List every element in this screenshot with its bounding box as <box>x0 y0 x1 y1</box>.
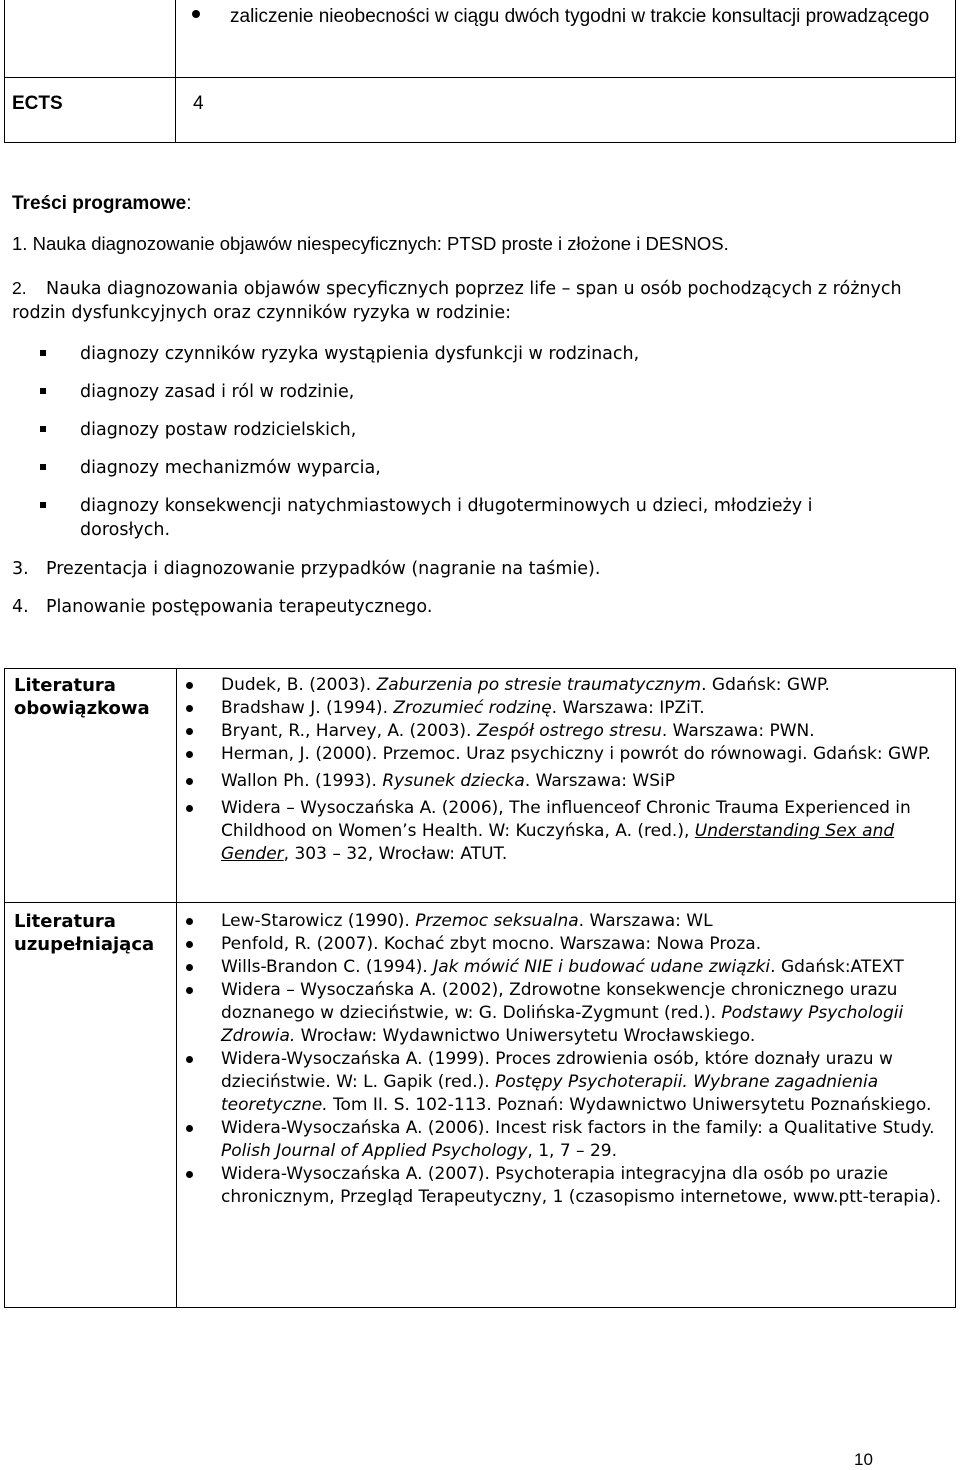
square-bullet-icon <box>40 426 46 432</box>
ects-label: ECTS <box>12 93 63 114</box>
program-item-text: Prezentacja i diagnozowanie przypadków (nagranie na taśmie). <box>46 559 601 579</box>
list-item: Penfold, R. (2007). Kochać zbyt mocno. Warszawa: Nowa Proza. <box>180 933 950 956</box>
subitem-text: diagnozy mechanizmów wyparcia, <box>80 458 381 478</box>
program-item-1 <box>12 232 729 255</box>
program-item-num: 4. <box>12 597 29 617</box>
top-table-bottom-line <box>4 142 956 143</box>
list-item: Bradshaw J. (1994). Zrozumieć rodzinę. Warszawa: IPZiT. <box>180 697 950 720</box>
program-item-text: Nauka diagnozowania objawów specyficznych poprzez life – span u osób pochodzących z różnych rodzin dysfunkcyjnych oraz czynników ryzyka w rodzinie: <box>12 279 902 323</box>
list-item: Widera-Wysoczańska A. (2007). Psychoterapia integracyjna dla osób po urazie chronicznym, Przegląd Terapeutyczny, 1 (czasopismo internetowe, www.ptt-terapia). <box>180 1163 950 1209</box>
program-item-num: 3. <box>12 559 29 579</box>
lit-table-bottom <box>4 1307 956 1308</box>
top-table-left-border <box>4 0 5 143</box>
lit-table-middle <box>4 902 956 903</box>
program-item-2 <box>12 276 912 325</box>
list-item: Widera-Wysoczańska A. (2006). Incest risk factors in the family: a Qualitative Study. Polish Journal of Applied Psychology, 1, 7 – 29. <box>180 1117 950 1163</box>
top-bullet-text: zaliczenie nieobecności w ciągu dwóch tygodni w trakcie konsultacji prowadzącego <box>230 6 930 27</box>
subitem-text: diagnozy konsekwencji natychmiastowych i długoterminowych u dzieci, młodzieży i dorosłych. <box>80 496 813 540</box>
program-heading-colon: : <box>186 193 192 214</box>
mandatory-list <box>180 674 950 866</box>
lit-table-top <box>4 668 956 669</box>
supplementary-label-line1: Literatura <box>14 911 116 932</box>
program-heading-text: Treści programowe <box>12 193 187 214</box>
top-table-row-line <box>4 77 956 78</box>
lit-table-divider <box>176 668 177 1308</box>
program-item-text: Planowanie postępowania terapeutycznego. <box>46 597 433 617</box>
square-bullet-icon <box>40 388 46 394</box>
square-bullet-icon <box>40 350 46 356</box>
subitem-text: diagnozy czynników ryzyka wystąpienia dysfunkcji w rodzinach, <box>80 344 640 364</box>
subitem-1 <box>40 342 890 366</box>
list-item: Bryant, R., Harvey, A. (2003). Zespół ostrego stresu. Warszawa: PWN. <box>180 720 950 743</box>
list-item: Wallon Ph. (1993). Rysunek dziecka. Warszawa: WSiP <box>180 770 950 793</box>
subitem-4 <box>40 456 890 480</box>
mandatory-label-line1: Literatura <box>14 675 116 696</box>
subitem-5 <box>40 494 890 542</box>
square-bullet-icon <box>40 502 46 508</box>
list-item: Herman, J. (2000). Przemoc. Uraz psychiczny i powrót do równowagi. Gdańsk: GWP. <box>180 743 950 766</box>
ects-value: 4 <box>193 93 204 114</box>
subitem-2 <box>40 380 890 404</box>
mandatory-label <box>14 674 150 720</box>
program-item-text: Nauka diagnozowanie objawów niespecyficznych: PTSD proste i złożone i DESNOS. <box>32 233 729 254</box>
program-item-num: 1. <box>12 233 28 254</box>
list-item: Widera-Wysoczańska A. (1999). Proces zdrowienia osób, które doznały urazu w dzieciństwie. W: L. Gapik (red.). Postępy Psychoterapii. Wybrane zagadnienia teoretyczne. Tom II. S. 102-113. Poznań: Wydawnictwo Uniwersytetu Poznańskiego. <box>180 1048 950 1117</box>
subitem-3 <box>40 418 890 442</box>
program-heading <box>12 190 192 217</box>
program-item-3 <box>12 558 600 581</box>
program-item-num: 2. <box>12 278 27 298</box>
list-item: Widera – Wysoczańska A. (2006), The influenceof Chronic Trauma Experienced in Childhood on Women’s Health. W: Kuczyńska, A. (red.), Understanding Sex and Gender, 303 – 32, Wrocław: ATUT. <box>180 797 950 866</box>
list-item: Wills-Brandon C. (1994). Jak mówić NIE i budować udane związki. Gdańsk:ATEXT <box>180 956 950 979</box>
subitem-text: diagnozy zasad i ról w rodzinie, <box>80 382 355 402</box>
top-table-divider <box>175 0 176 143</box>
lit-table-right <box>955 668 956 1308</box>
lit-table-left <box>4 668 5 1308</box>
supplementary-label-line2: uzupełniająca <box>14 934 155 955</box>
list-item: Lew-Starowicz (1990). Przemoc seksualna. Warszawa: WL <box>180 910 950 933</box>
subitem-text: diagnozy postaw rodzicielskich, <box>80 420 357 440</box>
top-table-right-border <box>955 0 956 143</box>
page-number: 10 <box>854 1450 873 1469</box>
bullet-icon <box>192 10 200 18</box>
supplementary-list <box>180 910 950 1209</box>
square-bullet-icon <box>40 464 46 470</box>
mandatory-label-line2: obowiązkowa <box>14 698 150 719</box>
list-item: Dudek, B. (2003). Zaburzenia po stresie traumatycznym. Gdańsk: GWP. <box>180 674 950 697</box>
program-item-4 <box>12 596 432 619</box>
list-item: Widera – Wysoczańska A. (2002), Zdrowotne konsekwencje chronicznego urazu doznanego w dzieciństwie, w: G. Dolińska-Zygmunt (red.). Podstawy Psychologii Zdrowia. Wrocław: Wydawnictwo Uniwersytetu Wrocławskiego. <box>180 979 950 1048</box>
supplementary-label <box>14 910 154 956</box>
